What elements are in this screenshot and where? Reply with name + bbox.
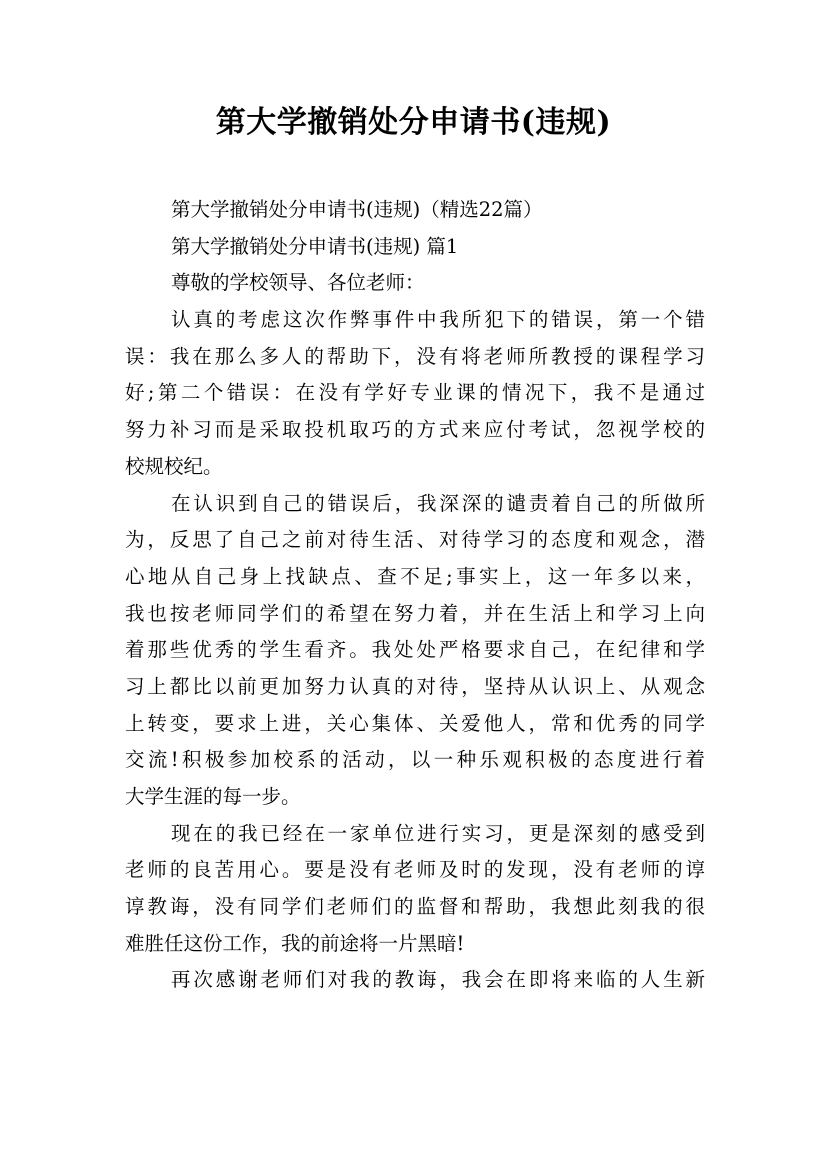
document-body bbox=[125, 192, 705, 999]
text-line: 努力补习而是采取投机取巧的方式来应付考试，忽视学校的 bbox=[125, 418, 705, 442]
text-line: 第大学撤销处分申请书(违规)（精选22篇） bbox=[171, 198, 543, 221]
text-line: 校规校纪。 bbox=[125, 454, 223, 478]
text-line: 再次感谢老师们对我的教诲，我会在即将来临的人生新 bbox=[171, 968, 705, 992]
text-line: 交流!积极参加校系的活动，以一种乐观积极的态度进行着 bbox=[125, 748, 705, 772]
text-line: 谆教诲，没有同学们老师们的监督和帮助，我想此刻我的很 bbox=[125, 895, 705, 919]
text-line: 好;第二个错误：在没有学好专业课的情况下，我不是通过 bbox=[125, 381, 705, 405]
text-line: 难胜任这份工作，我的前途将一片黑暗! bbox=[125, 931, 465, 955]
document-title: 第大学撤销处分申请书(违规) bbox=[215, 105, 612, 140]
text-line: 在认识到自己的错误后，我深深的谴责着自己的所做所 bbox=[171, 491, 705, 515]
text-line: 着那些优秀的学生看齐。我处处严格要求自己，在纪律和学 bbox=[125, 638, 705, 662]
text-line: 认真的考虑这次作弊事件中我所犯下的错误，第一个错 bbox=[171, 308, 705, 332]
text-line: 上转变，要求上进，关心集体、关爱他人，常和优秀的同学 bbox=[125, 711, 705, 735]
text-line: 我也按老师同学们的希望在努力着，并在生活上和学习上向 bbox=[125, 601, 705, 625]
text-line: 现在的我已经在一家单位进行实习，更是深刻的感受到 bbox=[171, 821, 705, 845]
text-line: 误：我在那么多人的帮助下，没有将老师所教授的课程学习 bbox=[125, 344, 705, 368]
text-line: 心地从自己身上找缺点、查不足;事实上，这一年多以来， bbox=[125, 564, 705, 588]
text-line: 大学生涯的每一步。 bbox=[125, 785, 301, 808]
text-line: 第大学撤销处分申请书(违规) 篇1 bbox=[171, 234, 459, 258]
text-line: 老师的良苦用心。要是没有老师及时的发现，没有老师的谆 bbox=[125, 858, 705, 882]
text-line: 为，反思了自己之前对待生活、对待学习的态度和观念，潜 bbox=[125, 528, 705, 552]
text-line: 尊敬的学校领导、各位老师： bbox=[171, 271, 425, 295]
text-line: 习上都比以前更加努力认真的对待，坚持从认识上、从观念 bbox=[125, 674, 705, 698]
